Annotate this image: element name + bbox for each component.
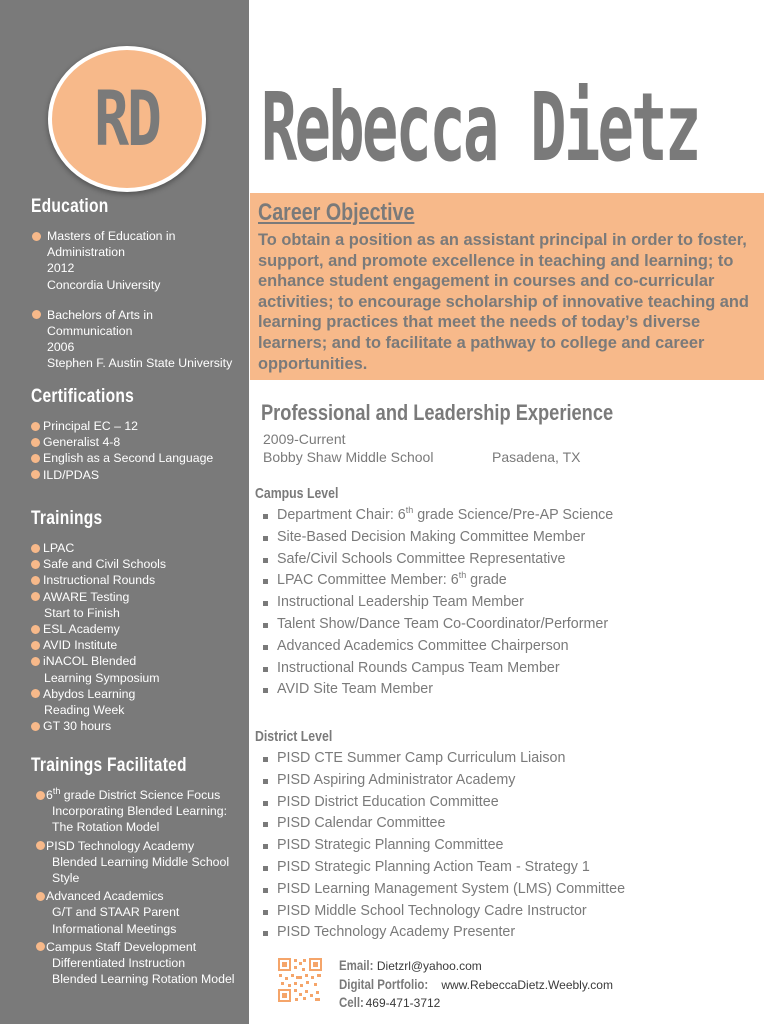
education-detail: Administration [47,245,125,260]
facilitated-detail: Differentiated Instruction [52,956,186,971]
district-level-list [262,748,625,944]
education-detail: Communication [47,324,133,339]
education-heading: Education [31,196,109,217]
district-item: PISD CTE Summer Camp Curriculum Liaison [262,748,625,770]
campus-item: Instructional Rounds Campus Team Member [262,658,613,680]
career-objective-panel [250,193,764,380]
contact-info [339,957,613,1013]
training-item-continued: Learning Symposium [44,670,160,685]
district-item: PISD Strategic Planning Action Team - Strategy 1 [262,857,625,879]
campus-item [262,505,613,527]
district-item: PISD Aspiring Administrator Academy [262,770,625,792]
campus-level-list [262,505,613,701]
cell-label: Cell: [339,995,364,1010]
job-school: Bobby Shaw Middle School [263,449,434,465]
certification-item: English as a Second Language [30,450,243,466]
facilitated-detail: Informational Meetings [52,921,177,936]
certification-item: Principal EC – 12 [30,418,243,434]
district-item: PISD Learning Management System (LMS) Committee [262,879,625,901]
candidate-name: Rebecca Dietz [261,72,699,183]
education-item: Masters of Education in [30,228,243,244]
education-item: Bachelors of Arts in [30,307,243,323]
campus-item: LPAC Committee Member: 6th grade [262,570,613,592]
certification-item: ILD/PDAS [30,467,243,483]
superscript: th [52,785,61,796]
job-entry [263,430,581,466]
certifications-heading: Certifications [31,386,135,407]
training-item: Safe and Civil Schools [30,556,243,572]
portfolio-label: Digital Portfolio: [339,976,429,992]
trainings-heading: Trainings [31,508,103,529]
facilitated-item: PISD Technology Academy [30,838,243,854]
job-dates: 2009-Current [263,431,346,447]
career-objective-heading: Career Objective [258,199,415,226]
trainings-list [30,540,243,734]
district-item: PISD Strategic Planning Committee [262,835,625,857]
campus-item: Safe/Civil Schools Committee Representative [262,549,613,571]
training-item: GT 30 hours [30,718,243,734]
training-item: ESL Academy [30,621,243,637]
portfolio-row [339,976,613,995]
education-detail: Stephen F. Austin State University [47,356,233,371]
campus-item: Instructional Leadership Team Member [262,592,613,614]
facilitated-detail: Blended Learning Rotation Model [52,972,235,987]
facilitated-item [30,787,243,803]
district-item: PISD District Education Committee [262,792,625,814]
facilitated-item: Campus Staff Development [30,939,243,955]
email-label: Email: [339,958,374,973]
training-item-continued: Reading Week [44,703,125,718]
facilitated-detail: The Rotation Model [52,820,160,835]
trainings-facilitated-list [30,787,243,987]
facilitated-detail: Blended Learning Middle School [52,854,230,869]
cell-number: 469-471-3712 [365,996,441,1010]
training-item: AVID Institute [30,637,243,653]
district-item: PISD Middle School Technology Cadre Instructor [262,901,625,923]
campus-item-text: Department Chair: 6th grade Science/Pre-AP Science [277,505,614,523]
campus-item: Advanced Academics Committee Chairperson [262,636,613,658]
campus-item: Talent Show/Dance Team Co-Coordinator/Performer [262,614,613,636]
training-item: Instructional Rounds [30,572,243,588]
campus-item: AVID Site Team Member [262,679,613,701]
portfolio-link[interactable]: www.RebeccaDietz.Weebly.com [441,977,613,992]
training-item-continued: Start to Finish [44,605,120,620]
facilitated-detail: Style [52,871,80,886]
facilitated-detail: G/T and STAAR Parent [52,905,180,920]
campus-item: Site-Based Decision Making Committee Member [262,527,613,549]
facilitated-item-number: 6 [46,788,53,802]
campus-level-heading: Campus Level [255,485,339,502]
education-detail: 2012 [47,261,75,276]
career-objective-text: To obtain a position as an assistant principal in order to foster, support, and promote excellence in teaching and learning; to enhance student engagement in courses and co-curricular activities; to encourage scholarship of innovative teaching and learning practices that meet the needs of today’s diverse learners; and to facilitate a pathway to college and career opportunities. [258,231,749,373]
education-detail: Concordia University [47,277,161,292]
email-link[interactable]: Dietzrl@yahoo.com [376,959,482,973]
education-detail: 2006 [47,340,75,355]
training-item: AWARE Testing [30,589,243,605]
facilitated-item-title: grade District Science Focus [60,788,221,802]
experience-heading: Professional and Leadership Experience [261,400,614,425]
district-level-heading: District Level [255,728,333,745]
facilitated-item: Advanced Academics [30,888,243,904]
training-item: Abydos Learning [30,686,243,702]
district-item: PISD Technology Academy Presenter [262,922,625,944]
qr-code-icon[interactable] [277,957,323,1003]
email-row [339,957,613,976]
sidebar [0,0,249,1024]
education-list [30,228,243,372]
cell-row [339,994,613,1013]
training-item: iNACOL Blended [30,653,243,669]
job-location: Pasadena, TX [492,449,581,465]
district-item: PISD Calendar Committee [262,813,625,835]
certification-item: Generalist 4-8 [30,434,243,450]
training-item: LPAC [30,540,243,556]
facilitated-detail: Incorporating Blended Learning: [52,804,228,819]
monogram-badge [48,46,206,192]
certifications-list [30,418,243,483]
trainings-facilitated-heading: Trainings Facilitated [31,755,187,776]
monogram-text: RD [94,74,160,164]
